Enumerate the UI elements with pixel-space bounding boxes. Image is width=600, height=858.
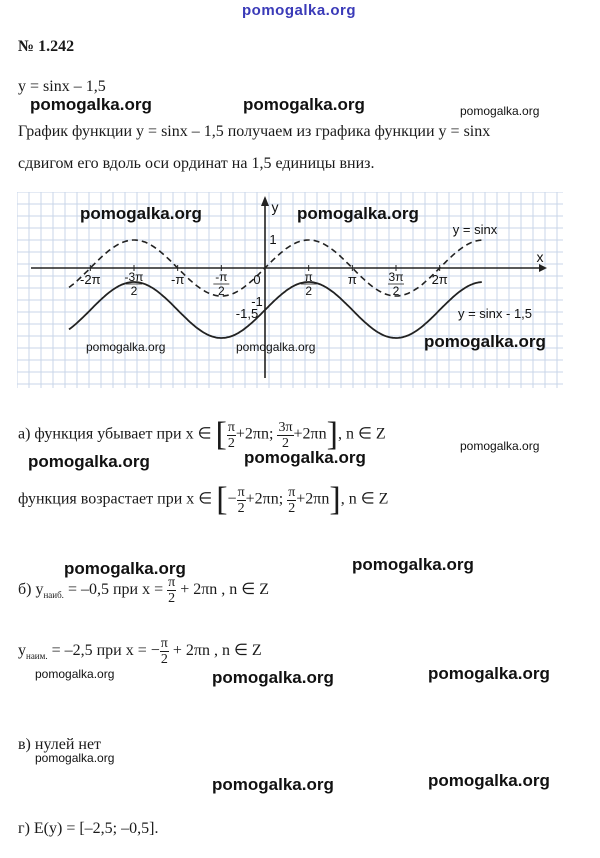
max-prefix: б) y xyxy=(18,581,44,599)
watermark: pomogalka.org xyxy=(243,95,365,114)
x-tick-label: -3π xyxy=(124,270,144,284)
part-a-decreasing xyxy=(18,418,386,452)
watermark: pomogalka.org xyxy=(64,559,186,578)
fraction-numerator: π xyxy=(288,484,296,500)
fraction xyxy=(237,485,246,516)
y-tick-label: -1 xyxy=(251,294,263,309)
x-axis-label: x xyxy=(536,249,544,265)
max-suffix: + 2πn , n ∈ Z xyxy=(176,581,269,599)
watermark: pomogalka.org xyxy=(460,104,540,118)
watermark: pomogalka.org xyxy=(297,204,419,223)
fraction-denominator: 2 xyxy=(168,591,176,606)
watermark: pomogalka.org xyxy=(80,204,202,223)
right-bracket: ] xyxy=(329,481,341,518)
fraction-denominator: 2 xyxy=(288,500,296,516)
watermark: pomogalka.org xyxy=(28,452,150,471)
min-suffix: + 2πn , n ∈ Z xyxy=(168,642,262,660)
part-b-max xyxy=(18,575,269,606)
curve-sinx-label: y = sinx xyxy=(452,222,498,237)
description-line-1: График функции y = sinx – 1,5 получаем из графика функции y = sinx xyxy=(18,123,491,140)
site-header-link[interactable]: pomogalka.org xyxy=(242,2,357,19)
watermark: pomogalka.org xyxy=(86,340,166,354)
x-tick-label: -2π xyxy=(80,272,101,287)
right-bracket: ] xyxy=(326,416,338,453)
x-tick-label: 0 xyxy=(253,272,261,287)
watermark: pomogalka.org xyxy=(30,95,152,114)
y-axis-label: y xyxy=(271,199,279,215)
x-tick-label: -π xyxy=(171,272,185,287)
min-prefix: y xyxy=(18,642,26,660)
min-subscript: наим. xyxy=(26,651,48,662)
decreasing-prefix: а) функция убывает при x ∈ xyxy=(18,425,212,443)
fraction-numerator: 3π xyxy=(278,419,293,435)
fraction-denominator: 2 xyxy=(281,435,289,451)
interval-right-rest: +2πn xyxy=(293,425,327,443)
watermark: pomogalka.org xyxy=(460,439,540,453)
x-tick-label: 2 xyxy=(305,284,313,298)
max-value: = –0,5 при x = xyxy=(63,581,164,599)
interval-left-rest: +2πn; xyxy=(245,490,284,508)
fraction xyxy=(277,420,293,451)
fraction-denominator: 2 xyxy=(160,652,168,667)
part-b-min xyxy=(18,636,262,667)
left-bracket: [ xyxy=(216,481,228,518)
fraction-denominator: 2 xyxy=(227,435,235,451)
watermark: pomogalka.org xyxy=(212,775,334,794)
watermark: pomogalka.org xyxy=(424,332,546,351)
part-a-increasing xyxy=(18,483,388,517)
watermark: pomogalka.org xyxy=(35,751,115,765)
increasing-prefix: функция возрастает при x ∈ xyxy=(18,490,213,508)
y-tick-label: -1,5 xyxy=(235,306,259,321)
fraction xyxy=(167,575,176,606)
max-subscript: наиб. xyxy=(43,590,64,601)
min-value: = –2,5 при x = − xyxy=(47,642,160,660)
x-tick-label: 3π xyxy=(388,270,404,284)
x-tick-label: 2π xyxy=(431,272,448,287)
description-line-2: сдвигом его вдоль оси ординат на 1,5 единицы вниз. xyxy=(18,155,375,172)
y-axis-arrow xyxy=(261,196,269,206)
x-tick-label: -π xyxy=(215,270,228,284)
fraction xyxy=(227,420,236,451)
x-tick-label: π xyxy=(347,272,357,287)
x-tick-label: 2 xyxy=(392,284,400,298)
curve-shifted-label: y = sinx - 1,5 xyxy=(457,306,533,321)
watermark: pomogalka.org xyxy=(428,664,550,683)
fraction-numerator: π xyxy=(160,636,168,651)
fraction-denominator: 2 xyxy=(237,500,245,516)
part-d: г) E(y) = [–2,5; –0,5]. xyxy=(18,820,159,837)
watermark: pomogalka.org xyxy=(35,667,115,681)
watermark: pomogalka.org xyxy=(352,555,474,574)
watermark: pomogalka.org xyxy=(236,340,316,354)
fraction xyxy=(160,636,169,667)
fraction-numerator: π xyxy=(237,484,245,500)
decreasing-suffix: , n ∈ Z xyxy=(337,425,386,443)
x-tick-label: 2 xyxy=(130,284,138,298)
interval-right-rest: +2πn xyxy=(296,490,330,508)
fraction-numerator: π xyxy=(227,419,235,435)
fraction xyxy=(287,485,296,516)
interval-left-rest: +2πn; xyxy=(235,425,274,443)
problem-number: № 1.242 xyxy=(18,38,75,55)
watermark: pomogalka.org xyxy=(428,771,550,790)
watermark: pomogalka.org xyxy=(244,448,366,467)
y-tick-label: 1 xyxy=(269,232,277,247)
watermark: pomogalka.org xyxy=(212,668,334,687)
minus-sign: − xyxy=(227,490,237,508)
increasing-suffix: , n ∈ Z xyxy=(340,490,389,508)
function-line: y = sinx – 1,5 xyxy=(18,78,106,95)
part-c: в) нулей нет xyxy=(18,736,102,753)
x-tick-label: 2 xyxy=(217,284,225,298)
x-tick-label: π xyxy=(304,270,313,284)
fraction-numerator: π xyxy=(168,575,176,590)
x-axis-arrow xyxy=(539,264,547,272)
left-bracket: [ xyxy=(215,416,227,453)
